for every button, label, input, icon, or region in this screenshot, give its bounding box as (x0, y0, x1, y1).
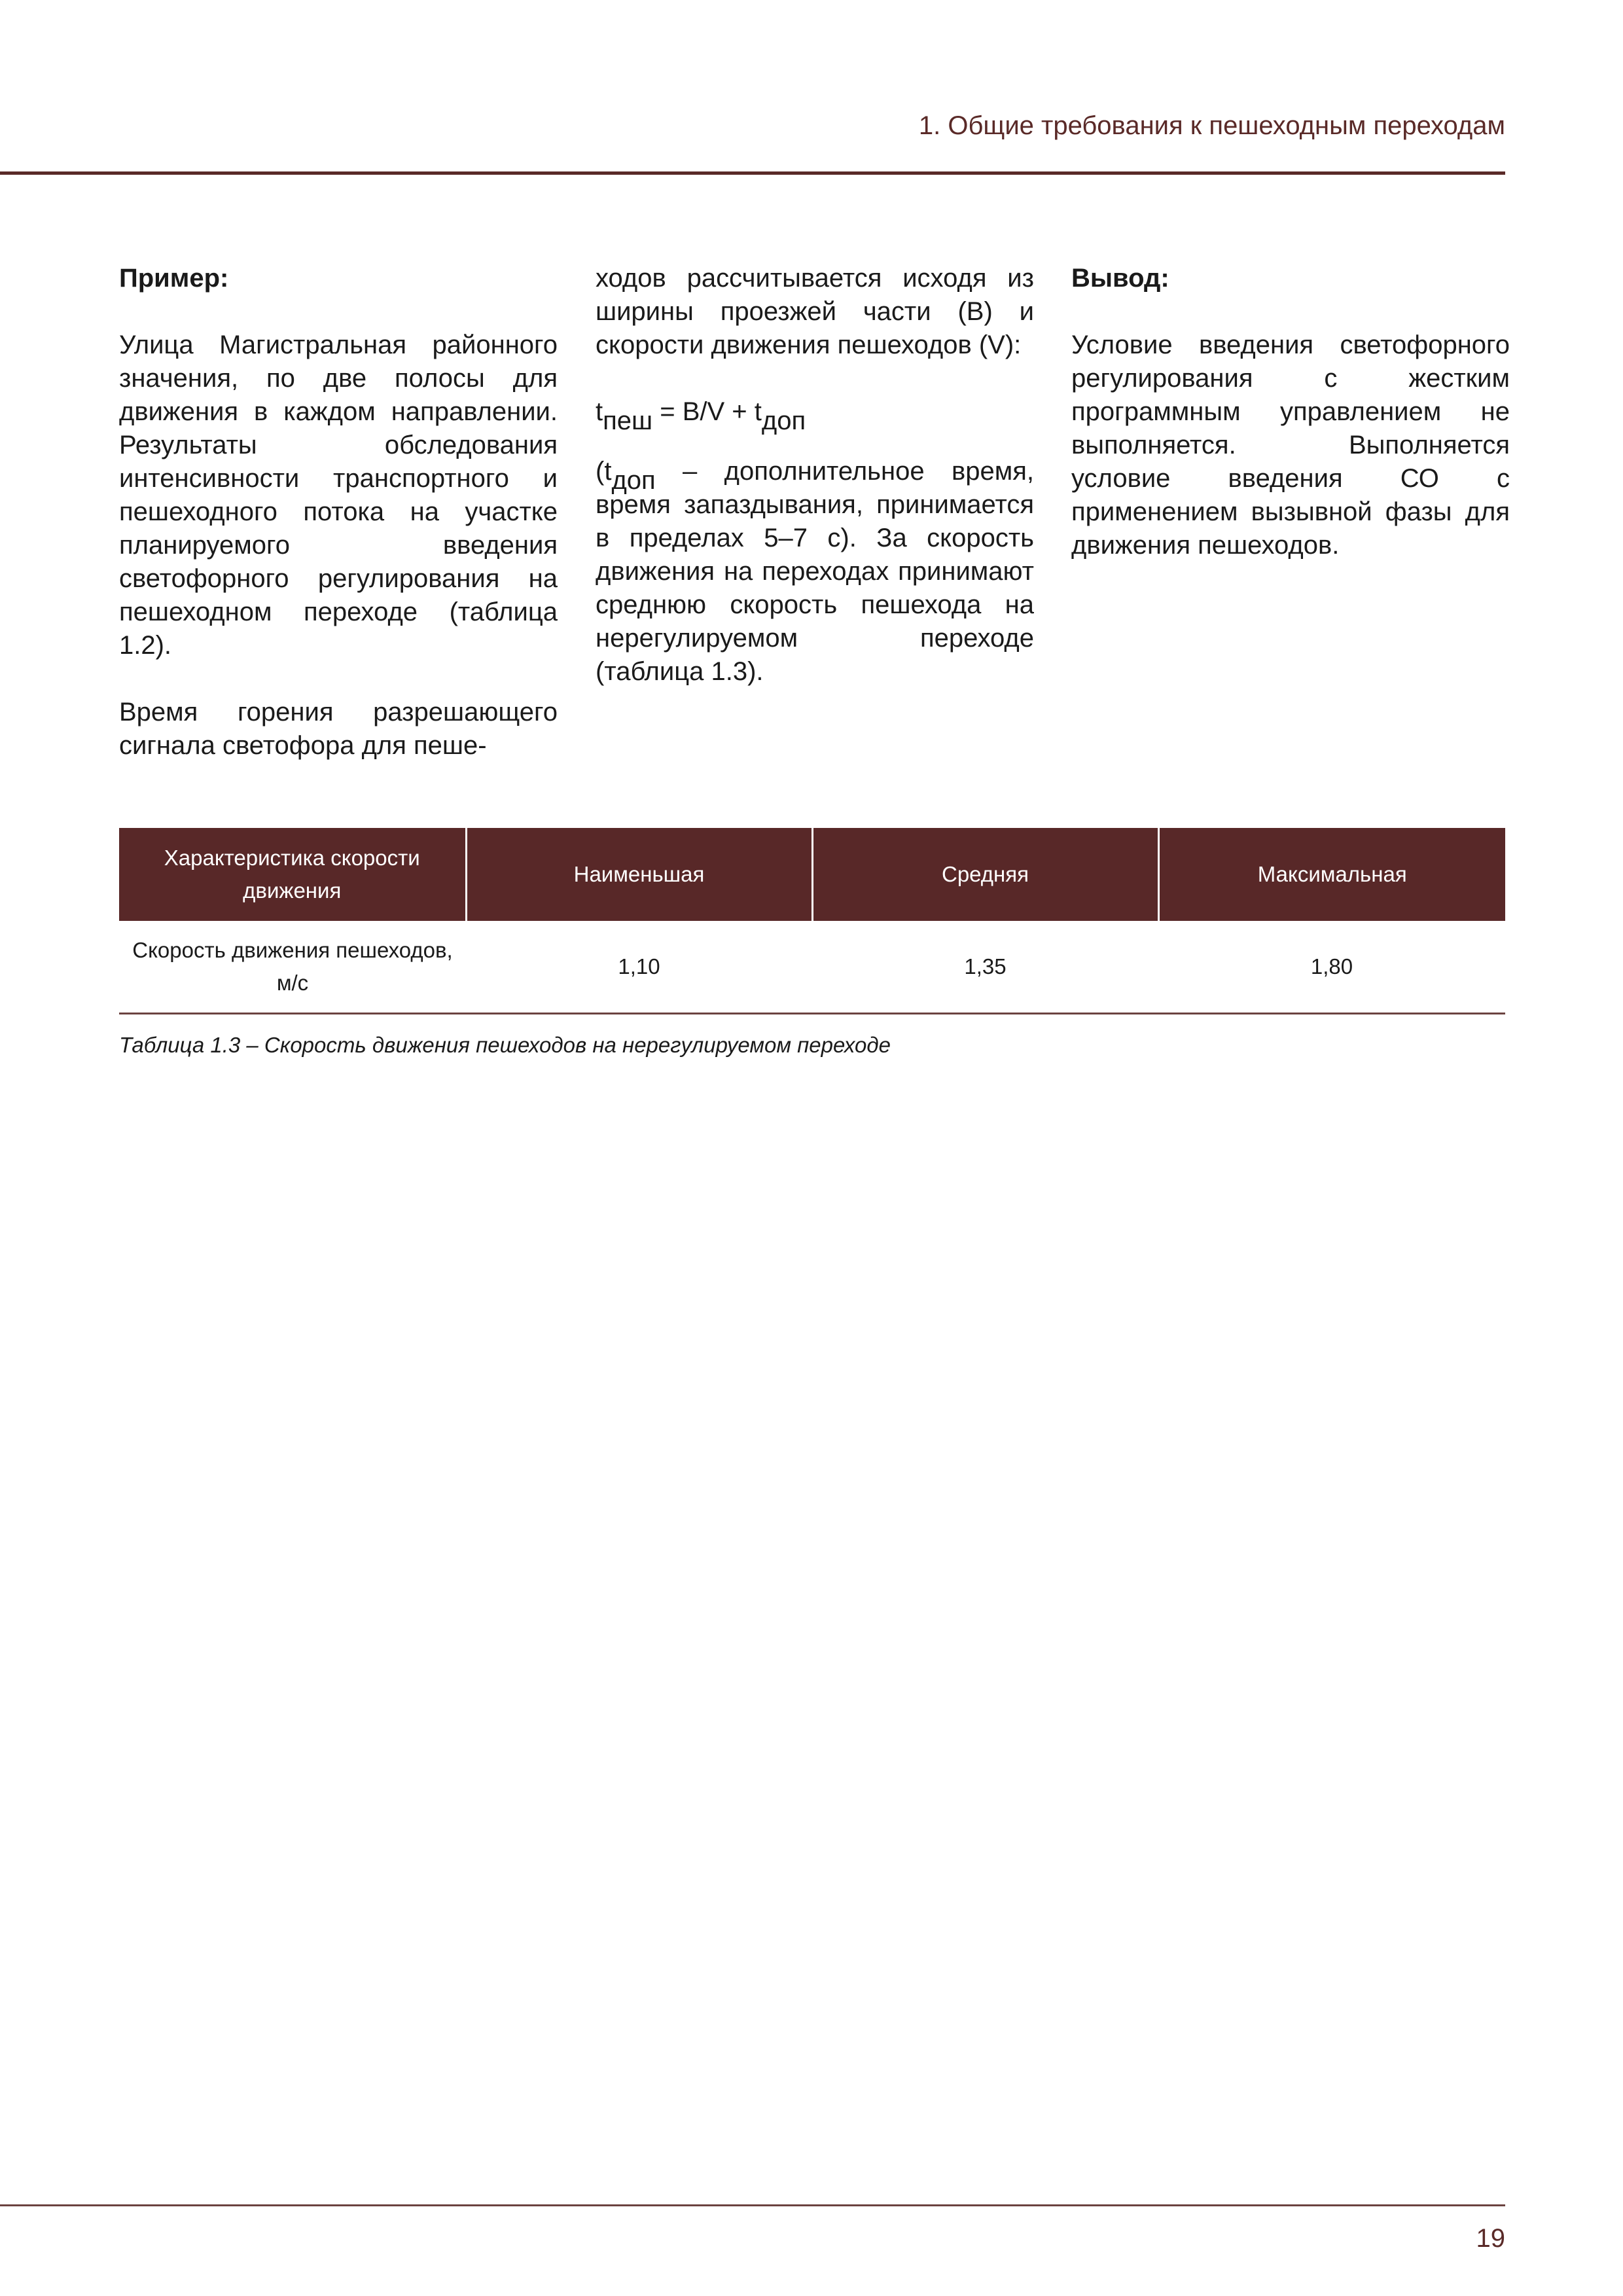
header-rule (0, 171, 1505, 175)
tdop-description: – дополнительное время, время запаздывания, принимается в пределах 5–7 с). За скорость движения на переходах принимают среднюю скорость пешехода на нерегулируемом переходе (таблица 1.3). (596, 457, 1034, 686)
table-header-avg: Средняя (812, 828, 1158, 921)
table-header-max: Максимальная (1158, 828, 1505, 921)
running-header: 1. Общие требования к пешеходным переходам (918, 111, 1505, 140)
signal-time-paragraph: Время горения разрешающего сигнала светофора для пеше- (119, 698, 558, 760)
formula-subscript-pesh: пеш (603, 406, 653, 435)
table-cell-max: 1,80 (1158, 921, 1505, 1014)
column-middle (596, 262, 1034, 689)
calculation-paragraph: ходов рассчитывается исходя из ширины проезжей части (B) и скорости движения пешеходов (V): (596, 264, 1034, 359)
formula-t: t (596, 397, 603, 426)
example-heading: Пример: (119, 264, 229, 293)
formula-subscript-dop: доп (761, 406, 806, 435)
formula (596, 395, 1034, 435)
page-number: 19 (1476, 2224, 1505, 2253)
speed-table (119, 828, 1505, 1014)
table-header-characteristic: Характеристика скорости движения (119, 828, 466, 921)
table-row (119, 921, 1505, 1014)
formula-middle: = B/V + t (652, 397, 762, 426)
tdop-open: (t (596, 457, 612, 486)
conclusion-heading: Вывод: (1071, 264, 1169, 293)
additional-time-paragraph (596, 455, 1034, 689)
table-cell-label: Скорость движения пешеходов, м/с (119, 921, 466, 1014)
table-caption: Таблица 1.3 – Скорость движения пешеходов на нерегулируемом переходе (119, 1033, 891, 1057)
example-paragraph: Улица Магистральная районного значения, по две полосы для движения в каждом направлении. Результаты обследования интенсивности транспортного и пешеходного потока на участке планируемого введения светофорного регулирования на пешеходном переходе (таблица 1.2). (119, 331, 558, 660)
conclusion-paragraph: Условие введения светофорного регулирования с жестким программным управлением не выполняется. Выполняется условие введения СО с применением вызывной фазы для движения пешеходов. (1071, 331, 1510, 560)
table-header-row (119, 828, 1505, 921)
column-right (1071, 262, 1510, 596)
table-cell-min: 1,10 (466, 921, 812, 1014)
footer-rule (0, 2204, 1505, 2206)
tdop-subscript: доп (611, 466, 656, 495)
table-header-min: Наименьшая (466, 828, 812, 921)
column-left (119, 262, 558, 762)
table-cell-avg: 1,35 (812, 921, 1158, 1014)
